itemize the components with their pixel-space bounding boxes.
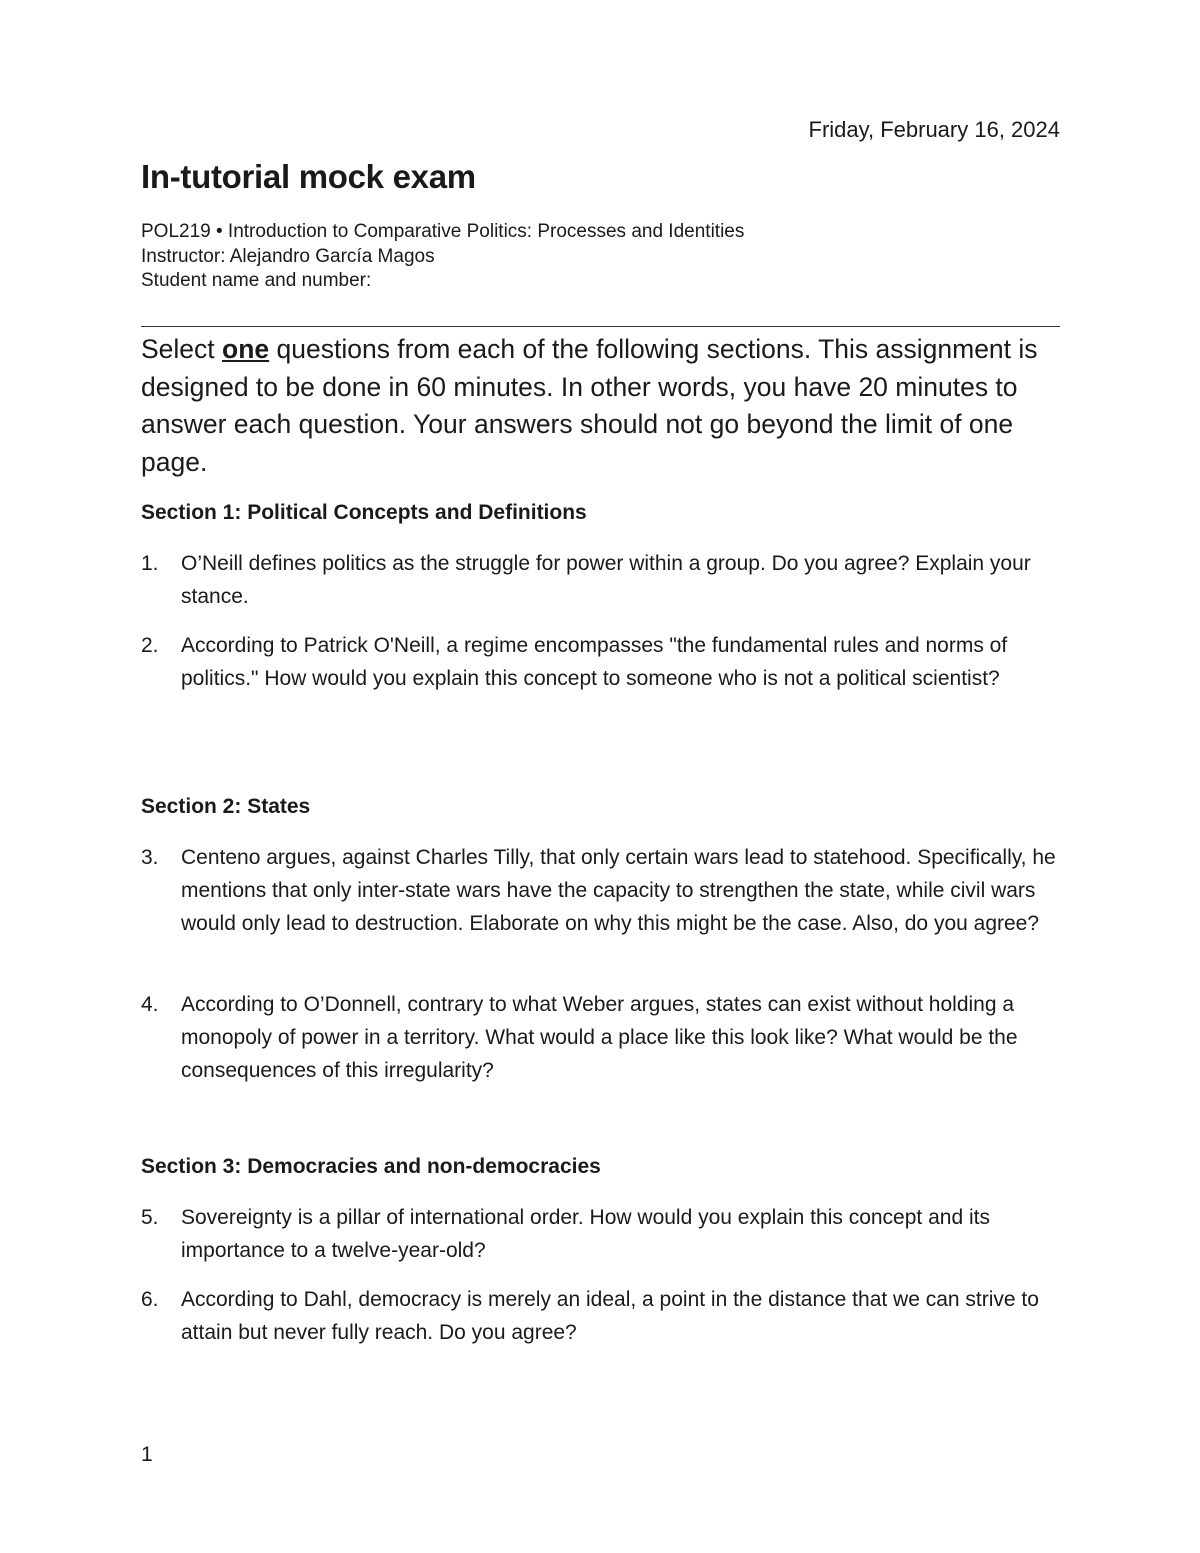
question-text: According to Dahl, democracy is merely an ideal, a point in the distance that we can strive to attain but never fully reach. Do you agree? (181, 1288, 1039, 1344)
question-number: 4. (141, 993, 159, 1016)
question-number: 1. (141, 552, 159, 575)
exam-instructions (141, 331, 1060, 481)
question-text: According to O’Donnell, contrary to what Weber argues, states can exist without holding a monopoly of power in a territory. What would a place like this look like? What would be the consequences of this irregularity? (181, 993, 1018, 1082)
exam-date: Friday, February 16, 2024 (808, 117, 1060, 142)
question-text: Centeno argues, against Charles Tilly, that only certain wars lead to statehood. Specifically, he mentions that only inter-state wars have the capacity to strengthen the state, while civil wars would only lead to destruction. Elaborate on why this might be the case. Also, do you agree? (181, 846, 1056, 935)
question-item (141, 629, 1060, 695)
question-text: According to Patrick O'Neill, a regime encompasses "the fundamental rules and norms of politics." How would you explain this concept to someone who is not a political scientist? (181, 634, 1008, 690)
question-number: 3. (141, 846, 159, 869)
question-item (141, 841, 1060, 940)
instructions-text-start: Select (141, 334, 223, 364)
course-line: POL219 • Introduction to Comparative Politics: Processes and Identities (141, 221, 745, 242)
instructions-text-end: questions from each of the following sections. This assignment is designed to be done in 60 minutes. In other words, you have 20 minutes to answer each question. Your answers should not go beyond the limit of one page. (141, 334, 1038, 477)
section-heading-3: Section 3: Democracies and non-democracies (141, 1155, 601, 1178)
student-line: Student name and number: (141, 270, 372, 291)
question-number: 5. (141, 1206, 159, 1229)
question-number: 2. (141, 634, 159, 657)
header-divider (141, 326, 1060, 327)
course-info (141, 220, 744, 294)
instructions-emphasis: one (222, 334, 270, 364)
question-text: Sovereignty is a pillar of international order. How would you explain this concept and its importance to a twelve-year-old? (181, 1206, 990, 1262)
question-item (141, 1283, 1060, 1349)
question-item (141, 988, 1060, 1087)
question-text: O’Neill defines politics as the struggle for power within a group. Do you agree? Explain your stance. (181, 552, 1031, 608)
question-number: 6. (141, 1288, 159, 1311)
instructor-line: Instructor: Alejandro García Magos (141, 245, 435, 267)
question-item (141, 1201, 1060, 1267)
section-heading-1: Section 1: Political Concepts and Definitions (141, 501, 587, 524)
section-heading-2: Section 2: States (141, 795, 311, 818)
page-number: 1 (141, 1443, 153, 1466)
question-item (141, 547, 1060, 613)
page-title: In-tutorial mock exam (141, 158, 476, 195)
